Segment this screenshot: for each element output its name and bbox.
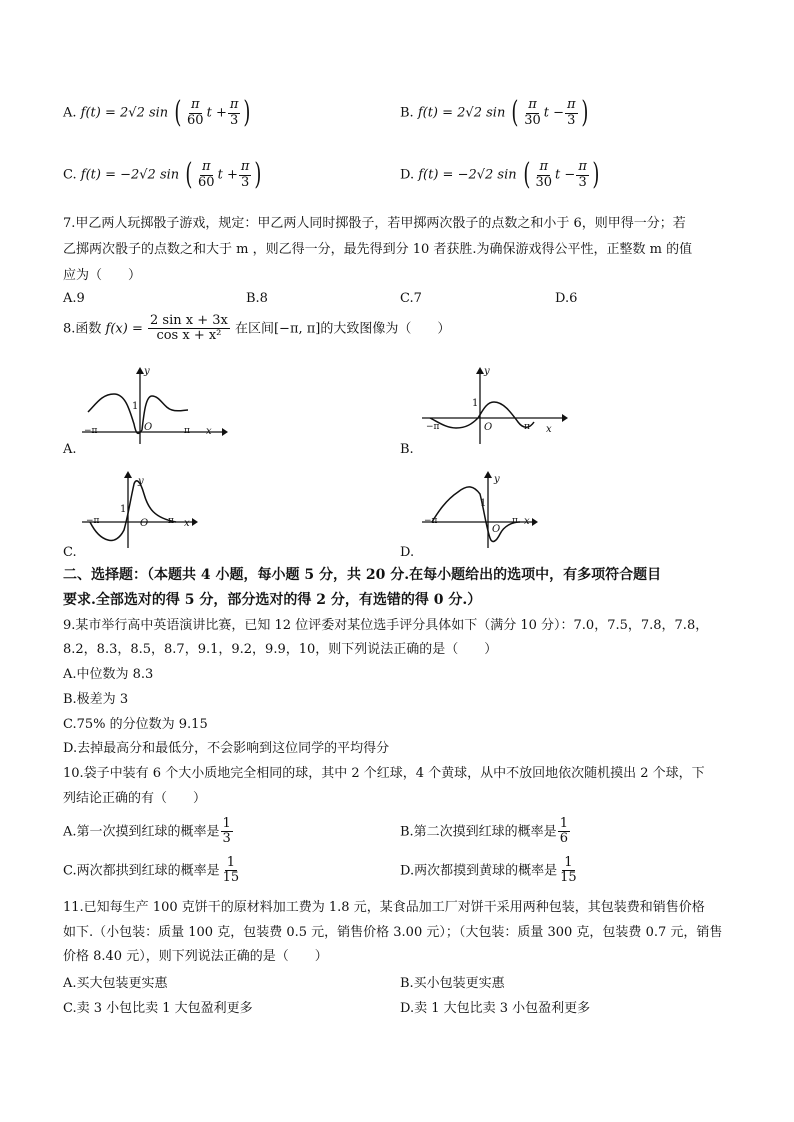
q8-graph-b[interactable]: y x 1 O −π π bbox=[420, 366, 570, 446]
q8-label-b: B. bbox=[400, 442, 414, 457]
q7-option-c[interactable]: C.7 bbox=[400, 291, 422, 306]
q7-option-a[interactable]: A.9 bbox=[63, 291, 85, 306]
section-heading-line-2: 要求.全部选对的得 5 分，部分选对的得 2 分，有选错的得 0 分.） bbox=[63, 592, 482, 608]
q8-graph-a[interactable]: y x 1 O −π π bbox=[80, 366, 230, 446]
q7-option-d[interactable]: D.6 bbox=[555, 291, 578, 306]
q9-option-b[interactable]: B.极差为 3 bbox=[63, 692, 129, 707]
q6-option-b[interactable]: B. f(t) = 2√2 sin ( $\frac{\pi}{30}$ t − $\frac{\pi}{3}$ ) bbox=[400, 95, 588, 130]
q8-stem: 8.函数 f(x) = $\frac{\text{2 sin x + 3x}}{\text{cos x + x²}}$ 在区间[−π, π]的大致图像为（ ） bbox=[63, 313, 451, 344]
section-heading-line-1: 二、选择题：（本题共 4 小题，每小题 5 分，共 20 分.在每小题给出的选项中，有多项符合题目 bbox=[63, 567, 662, 583]
q10-option-a[interactable]: A.第一次摸到红球的概率是 $\frac{1}{3}$ bbox=[63, 816, 231, 847]
q8-label-d: D. bbox=[400, 545, 415, 560]
q11-option-a[interactable]: A.买大包装更实惠 bbox=[63, 976, 168, 991]
q10-option-d[interactable]: D.两次都摸到黄球的概率是 $\frac{1}{15}$ bbox=[400, 855, 577, 886]
q11-stem-line-3: 价格 8.40 元），则下列说法正确的是（ ） bbox=[63, 949, 328, 964]
q9-option-c[interactable]: C.75% 的分位数为 9.15 bbox=[63, 717, 208, 732]
q8-label-c: C. bbox=[63, 545, 77, 560]
q8-graph-c[interactable]: y x 1 O −π π bbox=[80, 470, 230, 550]
q11-stem-line-1: 11.已知每生产 100 克饼干的原材料加工费为 1.8 元，某食品加工厂对饼干采用两种包装，其包装费和销售价格 bbox=[63, 900, 705, 915]
q9-stem-line-2: 8.2，8.3，8.5，8.7，9.1，9.2，9.9，10，则下列说法正确的是（ ） bbox=[63, 642, 498, 657]
q9-stem-line-1: 9.某市举行高中英语演讲比赛，已知 12 位评委对某位选手评分具体如下（满分 10 分）：7.0，7.5，7.8，7.8， bbox=[63, 618, 709, 633]
q7-stem-line-1: 7.甲乙两人玩掷骰子游戏，规定：甲乙两人同时掷骰子，若甲掷两次骰子的点数之和小于 6，则甲得一分；若 bbox=[63, 216, 686, 231]
q10-stem-line-2: 列结论正确的有（ ） bbox=[63, 791, 207, 806]
q7-stem-line-2: 乙掷两次骰子的点数之和大于 m ，则乙得一分，最先得到分 10 者获胜.为确保游戏得公平性，正整数 m 的值 bbox=[63, 242, 693, 257]
q11-option-b[interactable]: B.买小包装更实惠 bbox=[400, 976, 505, 991]
q11-option-d[interactable]: D.卖 1 大包比卖 3 小包盈利更多 bbox=[400, 1001, 591, 1016]
q6-option-a[interactable]: A. f(t) = 2√2 sin ( $\frac{\pi}{60}$ t + $\frac{\pi}{3}$ ) bbox=[63, 95, 251, 130]
q7-stem-line-3: 应为（ ） bbox=[63, 268, 142, 283]
q11-stem-line-2: 如下.（小包装：质量 100 克，包装费 0.5 元，销售价格 3.00 元）；（大包装：质量 300 克，包装费 0.7 元，销售 bbox=[63, 925, 723, 940]
q9-option-d[interactable]: D.去掉最高分和最低分，不会影响到这位同学的平均得分 bbox=[63, 741, 390, 756]
q6-option-c[interactable]: C. f(t) = −2√2 sin ( $\frac{\pi}{60}$ t + $\frac{\pi}{3}$ ) bbox=[63, 157, 262, 192]
q8-graph-d[interactable]: y x 1 O −π π bbox=[420, 470, 570, 550]
q11-option-c[interactable]: C.卖 3 小包比卖 1 大包盈利更多 bbox=[63, 1001, 253, 1016]
q8-label-a: A. bbox=[63, 442, 77, 457]
q10-option-b[interactable]: B.第二次摸到红球的概率是 $\frac{1}{6}$ bbox=[400, 816, 568, 847]
q6-option-d[interactable]: D. f(t) = −2√2 sin ( $\frac{\pi}{30}$ t − $\frac{\pi}{3}$ ) bbox=[400, 157, 600, 192]
q10-stem-line-1: 10.袋子中装有 6 个大小质地完全相同的球，其中 2 个红球，4 个黄球，从中不放回地依次随机摸出 2 个球，下 bbox=[63, 766, 705, 781]
q10-option-c[interactable]: C.两次都拱到红球的概率是 $\frac{1}{15}$ bbox=[63, 855, 240, 886]
q7-option-b[interactable]: B.8 bbox=[246, 291, 268, 306]
q9-option-a[interactable]: A.中位数为 8.3 bbox=[63, 667, 154, 682]
